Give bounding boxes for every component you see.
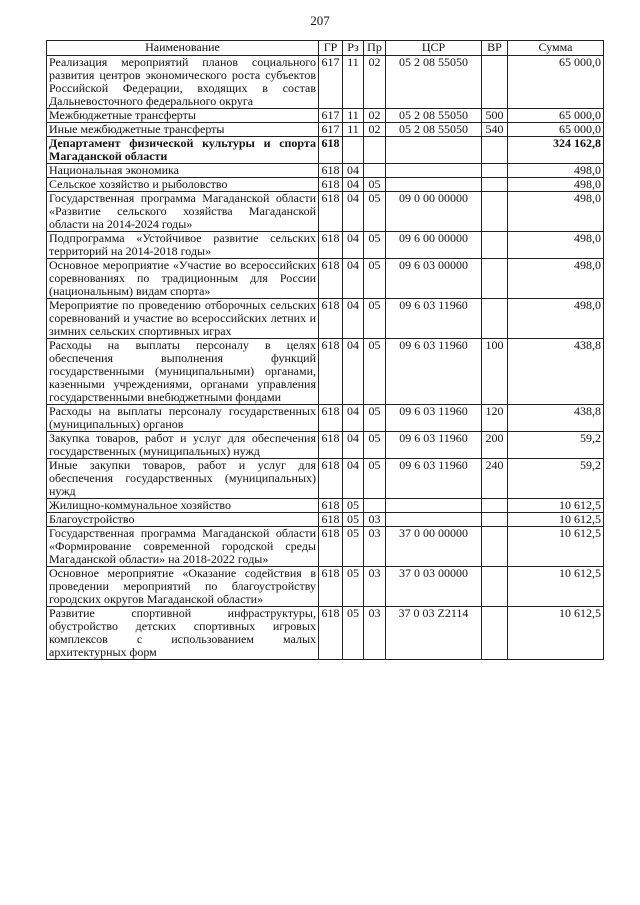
table-row	[47, 123, 604, 137]
cell-gr: 618	[319, 232, 343, 259]
cell-sum: 10 612,5	[508, 499, 604, 513]
cell-pr: 05	[364, 432, 386, 459]
cell-rz: 05	[343, 527, 364, 567]
table-row	[47, 459, 604, 499]
cell-csr: 09 6 03 11960	[386, 339, 482, 405]
cell-rz: 04	[343, 339, 364, 405]
cell-rz: 05	[343, 607, 364, 660]
cell-sum: 59,2	[508, 459, 604, 499]
cell-name: Основное мероприятие «Участие во всероссийских соревнованиях по традиционным для России (национальным) видам спорта»	[47, 259, 319, 299]
table-row	[47, 56, 604, 109]
cell-name: Расходы на выплаты персоналу в целях обеспечения выполнения функций государственными (муниципальными) органами, казенными учреждениями, органами управления государственными внебюджетными фондами	[47, 339, 319, 405]
cell-pr	[364, 164, 386, 178]
cell-gr: 618	[319, 192, 343, 232]
table-row	[47, 513, 604, 527]
table-row	[47, 178, 604, 192]
cell-gr: 618	[319, 405, 343, 432]
cell-csr	[386, 137, 482, 164]
header-csr: ЦСР	[386, 41, 482, 56]
cell-pr: 05	[364, 299, 386, 339]
cell-sum: 498,0	[508, 232, 604, 259]
table-row	[47, 607, 604, 660]
cell-gr: 618	[319, 567, 343, 607]
table-row	[47, 339, 604, 405]
cell-sum: 10 612,5	[508, 567, 604, 607]
cell-csr: 09 6 03 11960	[386, 405, 482, 432]
cell-sum: 65 000,0	[508, 123, 604, 137]
cell-vr	[482, 137, 508, 164]
cell-vr	[482, 513, 508, 527]
cell-vr	[482, 232, 508, 259]
cell-csr: 09 6 03 00000	[386, 259, 482, 299]
cell-vr: 240	[482, 459, 508, 499]
cell-gr: 618	[319, 432, 343, 459]
table-row	[47, 567, 604, 607]
cell-pr: 02	[364, 109, 386, 123]
table-row	[47, 405, 604, 432]
cell-pr: 03	[364, 527, 386, 567]
cell-pr: 05	[364, 178, 386, 192]
cell-name: Расходы на выплаты персоналу государственных (муниципальных) органов	[47, 405, 319, 432]
cell-csr: 05 2 08 55050	[386, 109, 482, 123]
cell-sum: 498,0	[508, 192, 604, 232]
cell-vr	[482, 192, 508, 232]
cell-name: Национальная экономика	[47, 164, 319, 178]
cell-name: Закупка товаров, работ и услуг для обеспечения государственных (муниципальных) нужд	[47, 432, 319, 459]
cell-vr	[482, 567, 508, 607]
table-row	[47, 109, 604, 123]
cell-rz: 04	[343, 232, 364, 259]
cell-name: Благоустройство	[47, 513, 319, 527]
table-row	[47, 164, 604, 178]
cell-vr	[482, 527, 508, 567]
table-row	[47, 232, 604, 259]
cell-gr: 618	[319, 499, 343, 513]
cell-rz: 04	[343, 405, 364, 432]
cell-gr: 617	[319, 109, 343, 123]
cell-csr	[386, 499, 482, 513]
budget-table	[46, 40, 604, 660]
cell-name: Иные закупки товаров, работ и услуг для обеспечения государственных (муниципальных) нужд	[47, 459, 319, 499]
table-row	[47, 137, 604, 164]
cell-rz: 04	[343, 459, 364, 499]
cell-rz: 05	[343, 513, 364, 527]
header-row	[47, 41, 604, 56]
cell-csr: 37 0 00 00000	[386, 527, 482, 567]
cell-csr: 09 0 00 00000	[386, 192, 482, 232]
table-row	[47, 432, 604, 459]
cell-vr	[482, 164, 508, 178]
header-rz: Рз	[343, 41, 364, 56]
cell-pr: 05	[364, 232, 386, 259]
cell-name: Государственная программа Магаданской области «Формирование современной городской среды Магаданской области» на 2018-2022 годы»	[47, 527, 319, 567]
cell-vr	[482, 607, 508, 660]
cell-name: Иные межбюджетные трансферты	[47, 123, 319, 137]
cell-pr: 03	[364, 607, 386, 660]
cell-csr: 37 0 03 Z2114	[386, 607, 482, 660]
cell-gr: 618	[319, 339, 343, 405]
cell-csr	[386, 164, 482, 178]
cell-rz: 05	[343, 567, 364, 607]
table-row	[47, 192, 604, 232]
cell-pr: 03	[364, 513, 386, 527]
cell-vr: 120	[482, 405, 508, 432]
cell-csr: 05 2 08 55050	[386, 123, 482, 137]
cell-pr: 05	[364, 192, 386, 232]
cell-name: Мероприятие по проведению отборочных сельских соревнований и участие во всероссийских летних и зимних сельских спортивных играх	[47, 299, 319, 339]
cell-csr: 09 6 00 00000	[386, 232, 482, 259]
cell-vr: 500	[482, 109, 508, 123]
header-gr: ГР	[319, 41, 343, 56]
cell-pr: 03	[364, 567, 386, 607]
cell-sum: 498,0	[508, 164, 604, 178]
cell-pr	[364, 499, 386, 513]
page-number: 207	[310, 13, 330, 28]
cell-gr: 618	[319, 178, 343, 192]
header-sum: Сумма	[508, 41, 604, 56]
cell-gr: 617	[319, 123, 343, 137]
table-row	[47, 499, 604, 513]
cell-vr	[482, 178, 508, 192]
cell-pr: 02	[364, 123, 386, 137]
cell-csr	[386, 178, 482, 192]
cell-csr: 37 0 03 00000	[386, 567, 482, 607]
cell-gr: 618	[319, 164, 343, 178]
cell-rz: 04	[343, 259, 364, 299]
cell-sum: 59,2	[508, 432, 604, 459]
cell-rz: 04	[343, 178, 364, 192]
cell-vr: 540	[482, 123, 508, 137]
cell-rz	[343, 137, 364, 164]
cell-gr: 618	[319, 299, 343, 339]
cell-name: Межбюджетные трансферты	[47, 109, 319, 123]
cell-sum: 498,0	[508, 259, 604, 299]
cell-rz: 04	[343, 164, 364, 178]
cell-name: Жилищно-коммунальное хозяйство	[47, 499, 319, 513]
cell-sum: 498,0	[508, 299, 604, 339]
cell-gr: 618	[319, 607, 343, 660]
cell-rz: 04	[343, 432, 364, 459]
cell-rz: 05	[343, 499, 364, 513]
cell-sum: 10 612,5	[508, 607, 604, 660]
cell-sum: 498,0	[508, 178, 604, 192]
cell-vr	[482, 259, 508, 299]
cell-sum: 438,8	[508, 405, 604, 432]
table-row	[47, 527, 604, 567]
cell-csr: 09 6 03 11960	[386, 459, 482, 499]
cell-rz: 11	[343, 109, 364, 123]
cell-name: Реализация мероприятий планов социального развития центров экономического роста субъектов Российской Федерации, входящих в состав Дальневосточного федерального округа	[47, 56, 319, 109]
cell-vr	[482, 499, 508, 513]
cell-name: Государственная программа Магаданской области «Развитие сельского хозяйства Магаданской области на 2014-2024 годы»	[47, 192, 319, 232]
cell-name: Департамент физической культуры и спорта Магаданской области	[47, 137, 319, 164]
cell-rz: 11	[343, 123, 364, 137]
cell-csr: 09 6 03 11960	[386, 432, 482, 459]
cell-name: Развитие спортивной инфраструктуры, обустройство детских спортивных игровых комплексов с использованием малых архитектурных форм	[47, 607, 319, 660]
cell-csr	[386, 513, 482, 527]
cell-sum: 438,8	[508, 339, 604, 405]
cell-name: Основное мероприятие «Оказание содействия в проведении мероприятий по благоустройству городских округов Магаданской области»	[47, 567, 319, 607]
cell-pr	[364, 137, 386, 164]
header-name: Наименование	[47, 41, 319, 56]
cell-name: Сельское хозяйство и рыболовство	[47, 178, 319, 192]
cell-vr	[482, 299, 508, 339]
cell-csr: 05 2 08 55050	[386, 56, 482, 109]
cell-gr: 617	[319, 56, 343, 109]
table-row	[47, 259, 604, 299]
cell-pr: 02	[364, 56, 386, 109]
cell-sum: 10 612,5	[508, 513, 604, 527]
cell-sum: 324 162,8	[508, 137, 604, 164]
cell-gr: 618	[319, 137, 343, 164]
cell-vr: 200	[482, 432, 508, 459]
cell-gr: 618	[319, 459, 343, 499]
cell-gr: 618	[319, 513, 343, 527]
cell-gr: 618	[319, 259, 343, 299]
cell-pr: 05	[364, 459, 386, 499]
cell-vr: 100	[482, 339, 508, 405]
cell-rz: 04	[343, 299, 364, 339]
cell-vr	[482, 56, 508, 109]
cell-sum: 65 000,0	[508, 56, 604, 109]
cell-sum: 65 000,0	[508, 109, 604, 123]
cell-name: Подпрограмма «Устойчивое развитие сельских территорий на 2014-2018 годы»	[47, 232, 319, 259]
cell-rz: 11	[343, 56, 364, 109]
cell-sum: 10 612,5	[508, 527, 604, 567]
cell-csr: 09 6 03 11960	[386, 299, 482, 339]
cell-pr: 05	[364, 339, 386, 405]
header-vr: ВР	[482, 41, 508, 56]
cell-gr: 618	[319, 527, 343, 567]
cell-pr: 05	[364, 259, 386, 299]
header-pr: Пр	[364, 41, 386, 56]
cell-pr: 05	[364, 405, 386, 432]
cell-rz: 04	[343, 192, 364, 232]
table-row	[47, 299, 604, 339]
